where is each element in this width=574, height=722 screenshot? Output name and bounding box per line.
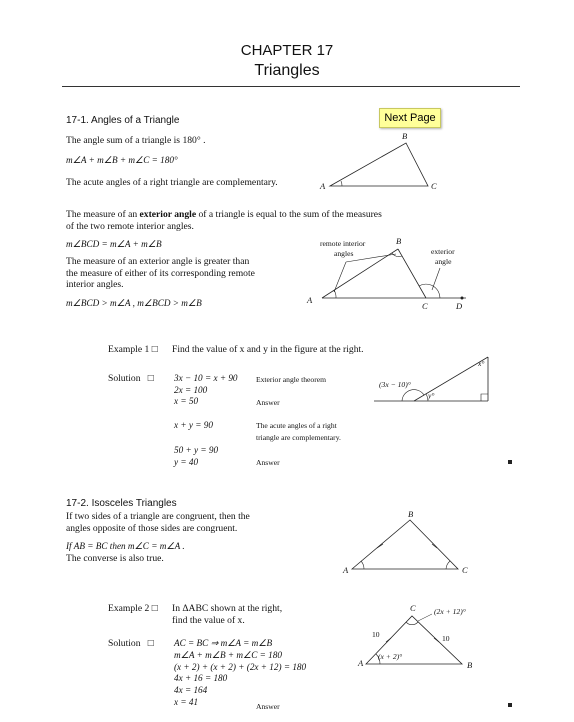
- fig1-label-c: C: [431, 181, 437, 191]
- fig2-exterior-label-2: angle: [435, 257, 452, 266]
- exterior-inequality: m∠BCD > m∠A , m∠BCD > m∠B: [66, 298, 202, 308]
- fig2-label-d: D: [456, 301, 463, 311]
- fig1-label-a: A: [320, 181, 326, 191]
- converse-text: The converse is also true.: [66, 553, 164, 564]
- chapter-number: CHAPTER 17: [240, 42, 334, 59]
- fig4-label-a: A: [343, 565, 349, 575]
- fig2-label-b: B: [396, 236, 402, 246]
- fig2-exterior-label-1: exterior: [431, 247, 455, 256]
- fig4-label-b: B: [408, 509, 414, 519]
- example-1-label: Example 1 □: [108, 344, 158, 355]
- fig3-y-label: y°: [428, 391, 435, 400]
- example-1-step-xy: x + y = 90: [174, 420, 213, 430]
- exterior-angle-equation: m∠BCD = m∠A + m∠B: [66, 239, 162, 249]
- fig2-remote-label-1: remote interior: [320, 239, 366, 248]
- example-1-solution-label: Solution □: [108, 373, 154, 384]
- fig2-label-c: C: [422, 301, 428, 311]
- fig4-label-c: C: [462, 565, 468, 575]
- example-2-answer: Answer: [256, 702, 280, 711]
- exterior-angle-definition: The measure of an exterior angle of a triangle is equal to the sum of the measures of the two remote interior angles.: [66, 209, 382, 232]
- example-1-steps: 3x − 10 = x + 90 2x = 100 x = 50: [174, 373, 238, 406]
- example-2-label: Example 2 □: [108, 603, 158, 614]
- isosceles-theorem-text: If two sides of a triangle are congruent, then the angles opposite of those sides are congruent.: [66, 511, 250, 534]
- fig5-label-b: B: [467, 660, 473, 670]
- fig2-remote-label-2: angles: [334, 249, 354, 258]
- fig2-label-a: A: [307, 295, 313, 305]
- fig5-angle-c-label: (2x + 12)°: [434, 607, 466, 616]
- fig5-label-c: C: [410, 603, 416, 613]
- fig1-label-b: B: [402, 131, 408, 141]
- isosceles-if-line: If AB = BC then m∠C = m∠A .: [66, 541, 185, 551]
- example-2-steps: AC = BC ⇒ m∠A = m∠B m∠A + m∠B + m∠C = 180 (x + 2) + (x + 2) + (2x + 12) = 180 4x + 16 = 180 4x = 164 x = 41: [174, 638, 307, 707]
- example-1-note-theorem: Exterior angle theorem: [256, 375, 327, 384]
- section-heading-angles: 17-1. Angles of a Triangle: [66, 115, 180, 126]
- section-heading-isosceles: 17-2. Isosceles Triangles: [66, 498, 177, 509]
- example-1-answer-1: Answer: [256, 398, 280, 407]
- angle-sum-text: The angle sum of a triangle is 180° .: [66, 135, 206, 146]
- example-1-prompt: Find the value of x and y in the figure at the right.: [172, 344, 364, 355]
- fig5-angle-a-label: (x + 2)°: [378, 652, 403, 661]
- example-1-steps-2: 50 + y = 90 y = 40: [174, 445, 219, 467]
- exterior-greater-text: The measure of an exterior angle is greater than the measure of either of its corresponding remote interior angles.: [66, 256, 255, 290]
- example-1-answer-2: Answer: [256, 458, 280, 467]
- example-2-prompt: In ΔABC shown at the right, find the value of x.: [172, 603, 283, 626]
- acute-angles-text: The acute angles of a right triangle are complementary.: [66, 177, 278, 188]
- fig5-side-ac-label: 10: [372, 630, 380, 639]
- fig5-side-bc-label: 10: [442, 634, 450, 643]
- fig3-x-label: x°: [478, 359, 485, 368]
- fig3-exterior-angle-label: (3x − 10)°: [379, 380, 411, 389]
- example-2-solution-label: Solution □: [108, 638, 154, 649]
- example-1-note-complementary: The acute angles of a right triangle are complementary.: [256, 421, 341, 442]
- chapter-title: Triangles: [254, 62, 320, 79]
- angle-sum-equation: m∠A + m∠B + m∠C = 180°: [66, 155, 178, 165]
- fig5-label-a: A: [358, 658, 364, 668]
- next-page-button[interactable]: Next Page: [379, 108, 441, 128]
